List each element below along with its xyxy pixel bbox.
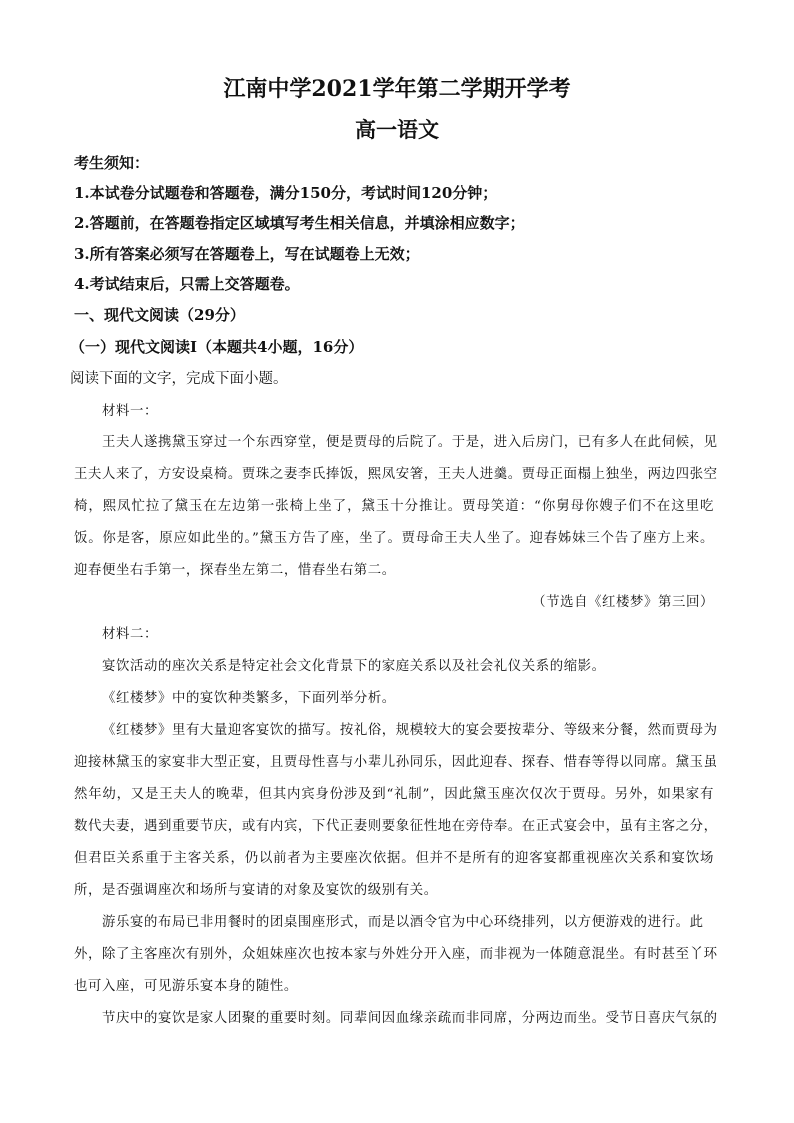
- notice-item: 4.考试结束后，只需上交答题卷。: [74, 275, 300, 293]
- material1-line: 王夫人来了，方安设桌椅。贾珠之妻李氏捧饭，熙凤安箸，王夫人进羹。贾母正面榻上独坐，两边四张空: [74, 467, 718, 482]
- material2-line: 然年幼，又是王夫人的晚辈，但其内宾身份涉及到“礼制”，因此黛玉座次仅次于贾母。另外，如果家有: [74, 787, 714, 802]
- material2-line: 也可入座，可见游乐宴本身的随性。: [74, 979, 298, 994]
- material1-line: 迎春便坐右手第一，探春坐左第二，惜春坐右第二。: [74, 563, 396, 578]
- material1-line: 饭。你是客，原应如此坐的。”黛玉方告了座，坐了。贾母命王夫人坐了。迎春姊妹三个告了座方上来。: [74, 531, 714, 546]
- notice-item: 3.所有答案必须写在答题卷上，写在试题卷上无效；: [74, 245, 420, 263]
- material2-line: 但君臣关系重于主客关系，仍以前者为主要座次依据。但并不是所有的迎客宴都重视座次关系和宴饮场: [74, 851, 714, 866]
- material1-line: 椅，熙凤忙拉了黛玉在左边第一张椅上坐了，黛玉十分推让。贾母笑道：“你舅母你嫂子们不在这里吃: [74, 499, 714, 514]
- material2-label: 材料二：: [102, 627, 158, 642]
- exam-subtitle: 高一语文: [355, 117, 439, 142]
- section-instruction: 阅读下面的文字，完成下面小题。: [70, 371, 288, 387]
- material2-line: 游乐宴的布局已非用餐时的团桌围座形式，而是以酒令官为中心环绕排列，以方便游戏的进行。此: [102, 915, 704, 930]
- material2-line: 《红楼梦》里有大量迎客宴饮的描写。按礼俗，规模较大的宴会要按辈分、等级来分餐，然而贾母为: [102, 723, 718, 738]
- material2-line: 节庆中的宴饮是家人团聚的重要时刻。同辈间因血缘亲疏而非同席，分两边而坐。受节日喜庆气氛的: [102, 1011, 718, 1026]
- notice-heading: 考生须知：: [74, 154, 150, 172]
- material2-line: 迎接林黛玉的家宴非大型正宴，且贾母性喜与小辈儿孙同乐，因此迎春、探春、惜春等得以同席。黛玉虽: [74, 755, 718, 770]
- material2-paragraph: 宴饮活动的座次关系是特定社会文化背景下的家庭关系以及社会礼仪关系的缩影。: [102, 659, 606, 674]
- material2-line: 外，除了主客座次有别外，众姐妹座次也按本家与外姓分开入座，而非视为一体随意混坐。有时甚至丫环: [74, 947, 718, 962]
- material2-paragraph: 《红楼梦》中的宴饮种类繁多，下面列举分析。: [102, 691, 396, 706]
- section-title: 一、现代文阅读（29分）: [74, 306, 245, 324]
- material2-line: 所，是否强调座次和场所与宴请的对象及宴饮的级别有关。: [74, 883, 438, 898]
- material2-line: 数代夫妻，遇到重要节庆，或有内宾，下代正妻则要象征性地在旁侍奉。在正式宴会中，虽有主客之分，: [74, 819, 718, 834]
- material1-source: （节选自《红楼梦》第三回）: [532, 595, 714, 610]
- notice-item: 2.答题前，在答题卷指定区域填写考生相关信息，并填涂相应数字；: [74, 214, 525, 232]
- section-subtitle: （一）现代文阅读Ⅰ（本题共4小题，16分）: [70, 338, 364, 356]
- notice-item: 1.本试卷分试题卷和答题卷，满分150分，考试时间120分钟；: [74, 184, 498, 202]
- exam-title: 江南中学2021学年第二学期开学考: [223, 76, 571, 102]
- material1-label: 材料一：: [102, 404, 158, 419]
- material1-line: 王夫人遂携黛玉穿过一个东西穿堂，便是贾母的后院了。于是，进入后房门，已有多人在此伺候，见: [102, 435, 718, 450]
